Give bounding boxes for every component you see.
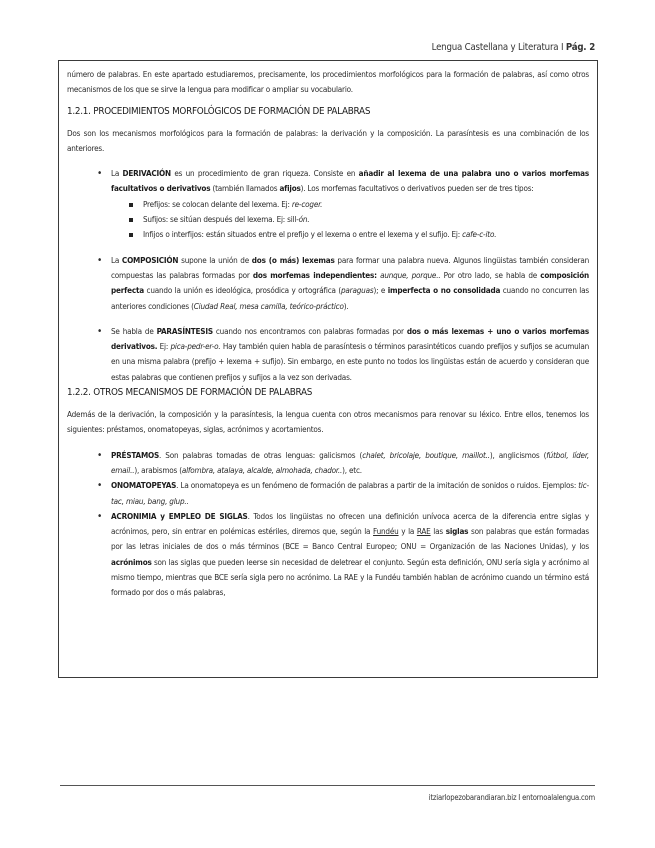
- header-separator: I: [558, 42, 566, 53]
- list-item-prefijos: Prefijos: se colocan delante del lexema. Ej: re-coger.: [129, 197, 589, 212]
- other-mechanisms-list: [97, 448, 589, 601]
- list-item-prestamos: • PRÉSTAMOS. Son palabras tomadas de otras lenguas: galicismos (chalet, bricolaje, boutique, maillot..), anglicismos (fútbol, líder, email..), arabismos (alfombra, atalaya, alcalde, almohada, chador..), etc.: [97, 449, 589, 475]
- composicion-list: [97, 253, 589, 314]
- list-item-onomatopeyas: • ONOMATOPEYAS. La onomatopeya es un fenómeno de formación de palabras a partir de la imitación de sonidos o ruidos. Ejemplos: tic-tac, miau, bang, glup..: [97, 480, 589, 506]
- footer-divider: [60, 785, 595, 786]
- list-item-infijos: Infijos o interfijos: están situados entre el prefijo y el lexema o entre el lexema y el sufijo. Ej: cafe-c-ito.: [129, 227, 589, 242]
- intro-paragraph: número de palabras. En este apartado estudiaremos, precisamente, los procedimientos morfológicos para la formación de palabras, así como otros mecanismos de los que se sirve la lengua para modificar o ampliar su vocabulario.: [67, 69, 589, 95]
- bullet-icon: •: [97, 480, 103, 492]
- mechanisms-list: [97, 166, 589, 197]
- page-footer: itziarlopezobarandiaran.biz I entornoalalengua.com: [428, 793, 595, 802]
- section-heading-1-2-1: 1.2.1. PROCEDIMIENTOS MORFOLÓGICOS DE FORMACIÓN DE PALABRAS: [67, 105, 371, 117]
- square-bullet-icon: [129, 233, 133, 237]
- section-heading-1-2-2: 1.2.2. OTROS MECANISMOS DE FORMACIÓN DE PALABRAS: [67, 387, 313, 399]
- bullet-icon: •: [97, 168, 103, 180]
- page-number: Pág. 2: [565, 42, 595, 53]
- list-item-acronimia: • ACRONIMIA y EMPLEO DE SIGLAS. Todos los lingüistas no ofrecen una definición unívoca acerca de la diferencia entre siglas y acrónimos, pero, sin entrar en polémicas estériles, diremos que, según la Fundéu y la RAE las siglas son palabras que están formadas por las letras iniciales de dos o más términos (BCE = Banco Central Europeo; ONU = Organización de las Naciones Unidas), y los acrónimos son las siglas que pueden leerse sin necesidad de deletrear el conjunto. Según esta definición, ONU sería sigla y acrónimo al mismo tiempo, mientras que BCE sería sigla pero no acrónimo. La RAE y la Fundéu también hablan de acrónimo cuando un término está formado por dos o más palabras,: [97, 510, 590, 598]
- header-title: Lengua Castellana y Literatura: [431, 42, 559, 53]
- link-fundeu[interactable]: Fundéu: [373, 526, 399, 537]
- square-bullet-icon: [129, 203, 133, 207]
- section-2-lead: Además de la derivación, la composición y la parasíntesis, la lengua cuenta con otros mecanismos para renovar su léxico. Entre ellos, tenemos los siguientes: préstamos, onomatopeyas, siglas, acrónimos y acortamientos.: [67, 409, 589, 435]
- bullet-icon: •: [97, 325, 103, 337]
- bullet-icon: •: [97, 449, 103, 461]
- bullet-icon: •: [97, 254, 103, 266]
- section-1-lead: Dos son los mecanismos morfológicos para la formación de palabras: la derivación y la composición. La parasíntesis es una combinación de los anteriores.: [67, 127, 589, 153]
- square-bullet-icon: [129, 218, 133, 222]
- list-item-parasintesis: • Se habla de PARASÍNTESIS cuando nos encontramos con palabras formadas por dos o más lexemas + uno o varios morfemas derivativos. Ej: pica-pedr-er-o. Hay también quien habla de parasíntesis o términos parasintéticos cuando prefijos y sufijos se acumulan en una misma palabra (prefijo + lexema + sufijo). Sin embargo, en este punto no todos los lingüistas están de acuerdo y consideran que estas palabras que contienen prefijos y sufijos a la vez son derivadas.: [97, 325, 589, 382]
- content-frame: [58, 60, 598, 678]
- list-item-sufijos: Sufijos: se sitúan después del lexema. Ej: sill-ón.: [129, 212, 589, 227]
- parasintesis-list: [97, 324, 589, 385]
- link-rae[interactable]: RAE: [416, 526, 431, 537]
- list-item-composicion: • La COMPOSICIÓN supone la unión de dos (o más) lexemas para formar una palabra nueva. Algunos lingüistas también consideran compuestas las palabras formadas por dos morfemas independientes: aunque, porque.. Por otro lado, se habla de composición perfecta cuando la unión es ideológica, prosódica y ortográfica (paraguas); e imperfecta o no consolidada cuando no concurren las anteriores condiciones (Ciudad Real, mesa camilla, teórico-práctico).: [97, 254, 590, 311]
- affix-types-list: [129, 197, 589, 243]
- page-header: [432, 42, 595, 53]
- list-item-derivacion: • La DERIVACIÓN es un procedimiento de gran riqueza. Consiste en añadir al lexema de una palabra uno o varios morfemas facultativos o derivativos (también llamados afijos). Los morfemas facultativos o derivativos pueden ser de tres tipos:: [97, 168, 589, 194]
- bullet-icon: •: [97, 510, 103, 522]
